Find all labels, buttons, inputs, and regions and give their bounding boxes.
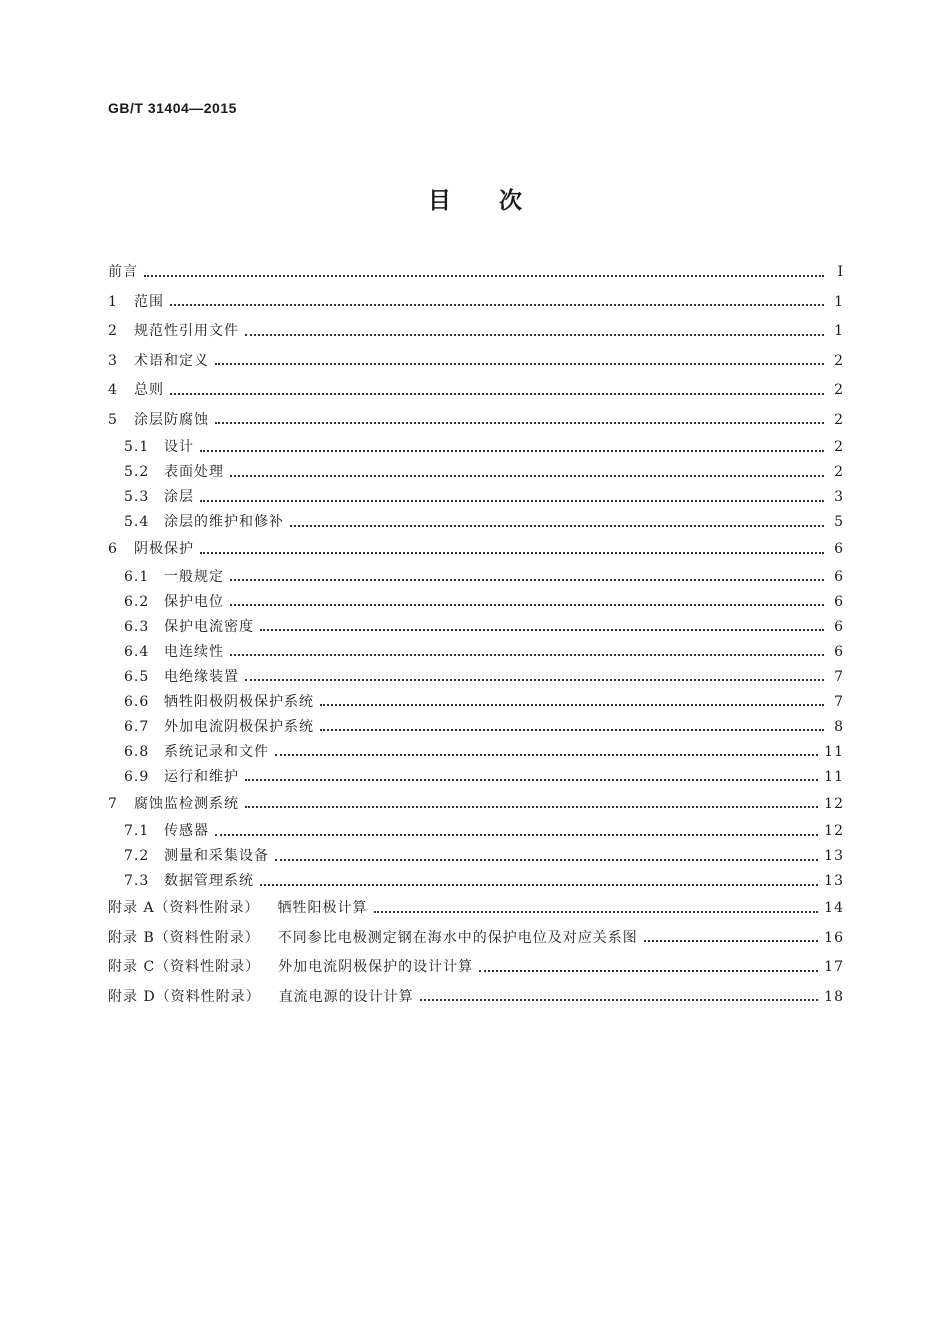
toc-entry-title: 设计 [164,439,194,455]
dot-leader [200,500,824,502]
toc-page-number: 6 [834,643,844,660]
toc-entry-title: 牺牲阳极计算 [277,900,368,916]
toc-entry-number: 6.1 [124,568,150,585]
toc-entry-number: 6.8 [124,743,150,760]
toc-entry-number: 4 [108,382,118,398]
dot-leader [230,604,824,606]
toc-page-number: 11 [824,768,844,785]
toc-page-number: 12 [824,795,844,812]
toc-page-number: 16 [824,929,844,946]
toc-entry-title: 表面处理 [164,464,224,480]
toc-entry-number: 6 [108,541,118,557]
toc-entry[interactable] [108,510,844,535]
table-of-contents [108,258,844,1012]
toc-page-number: 3 [834,489,844,505]
toc-entry-number: 3 [108,352,118,369]
dot-leader [275,754,818,756]
toc-entry[interactable] [108,640,844,665]
toc-entry[interactable] [108,376,844,406]
toc-entry[interactable] [108,819,844,844]
toc-page-number: 6 [834,541,844,557]
dot-leader [644,940,818,942]
toc-entry[interactable] [108,894,844,924]
toc-entry-title: 测量和采集设备 [164,848,269,864]
toc-entry-number: 7.3 [124,873,150,889]
toc-entry-title: 外加电流阴极保护系统 [164,718,314,735]
dot-leader [144,275,824,277]
dot-leader [374,911,819,913]
dot-leader [215,834,818,836]
dot-leader [230,475,824,477]
toc-page-number: 14 [824,900,844,916]
dot-leader [170,304,824,306]
toc-entry-number: 6.6 [124,693,150,710]
toc-page-number: 8 [834,718,844,735]
toc-entry-title: 涂层防腐蚀 [134,411,209,428]
page-title: 目 次 [427,188,522,214]
toc-entry-number: 5 [108,411,118,428]
toc-entry-title: 一般规定 [164,568,224,585]
toc-entry-title: 直流电源的设计计算 [278,988,414,1005]
toc-entry-number: 6.3 [124,618,150,635]
toc-entry-number: 7.2 [124,848,150,864]
toc-entry-title: 术语和定义 [134,352,209,369]
toc-entry[interactable] [108,435,844,460]
toc-entry[interactable] [108,665,844,690]
toc-entry-number: 6.5 [124,668,150,685]
toc-entry-title: 电绝缘装置 [164,668,239,685]
toc-page-number: 13 [824,873,844,889]
toc-entry-title: 规范性引用文件 [134,323,239,339]
dot-leader [320,729,824,731]
toc-entry-number: 5.4 [124,514,150,530]
toc-page-number: 2 [834,411,844,428]
toc-page-number: 12 [824,823,844,839]
dot-leader [215,363,824,365]
toc-entry-number: 1 [108,293,118,310]
dot-leader [290,525,824,527]
toc-entry[interactable] [108,844,844,869]
dot-leader [420,999,818,1001]
toc-entry[interactable] [108,485,844,510]
toc-entry-number: 6.7 [124,718,150,735]
dot-leader [215,422,824,424]
toc-entry-title: 运行和维护 [164,768,239,785]
toc-entry-title: 涂层的维护和修补 [164,514,284,530]
toc-page-number: 18 [824,988,844,1005]
toc-entry[interactable] [108,317,844,347]
toc-entry[interactable] [108,615,844,640]
dot-leader [200,552,824,554]
toc-entry[interactable] [108,983,844,1013]
toc-page-number: 7 [834,668,844,685]
dot-leader [245,779,818,781]
toc-entry-number: 5.2 [124,464,150,480]
toc-entry-title: 传感器 [164,823,209,839]
toc-page-number: 17 [824,959,844,975]
toc-entry-title: 不同参比电极测定钢在海水中的保护电位及对应关系图 [277,929,638,946]
toc-page-number: 2 [834,352,844,369]
toc-entry-title: 电连续性 [164,643,224,660]
toc-page-number: 2 [834,464,844,480]
toc-page-number: 1 [834,323,844,339]
dot-leader [245,679,824,681]
toc-entry[interactable] [108,790,844,820]
dot-leader [170,393,824,395]
dot-leader [200,450,824,452]
toc-appendix-label: 附录 C（资料性附录） [108,959,261,975]
toc-entry[interactable] [108,869,844,894]
dot-leader [245,334,824,336]
toc-entry[interactable] [108,258,844,288]
toc-page-number: 6 [834,593,844,610]
toc-entry[interactable] [108,460,844,485]
toc-entry-title: 系统记录和文件 [164,743,269,760]
toc-entry-title: 数据管理系统 [164,873,254,889]
toc-entry-title: 外加电流阴极保护的设计计算 [278,959,474,975]
dot-leader [230,654,824,656]
toc-entry[interactable] [108,565,844,590]
toc-page-number: 11 [824,743,844,760]
toc-entry[interactable] [108,765,844,790]
toc-page-number: Ⅰ [837,264,844,280]
toc-entry-number: 7.1 [124,823,150,839]
toc-entry[interactable] [108,690,844,715]
toc-entry-number: 6.2 [124,593,150,610]
dot-leader [260,629,824,631]
toc-entry-title: 范围 [134,293,164,310]
dot-leader [275,859,818,861]
toc-entry-title: 保护电位 [164,593,224,610]
toc-page-number: 5 [834,514,844,530]
toc-page-number: 2 [834,439,844,455]
toc-entry-number: 5.3 [124,489,150,505]
dot-leader [245,806,818,808]
dot-leader [230,579,824,581]
toc-entry-title: 阴极保护 [134,541,194,557]
toc-page-number: 6 [834,618,844,635]
toc-entry[interactable] [108,347,844,377]
toc-entry-title: 腐蚀监检测系统 [134,795,239,812]
toc-page-number: 7 [834,693,844,710]
toc-page-number: 1 [834,293,844,310]
toc-page-number: 6 [834,568,844,585]
dot-leader [320,704,824,706]
toc-page-number: 13 [824,848,844,864]
toc-entry-title: 前言 [108,264,138,280]
toc-entry-number: 2 [108,323,118,339]
toc-entry[interactable] [108,953,844,983]
toc-entry-title: 牺牲阳极阴极保护系统 [164,693,314,710]
dot-leader [479,970,818,972]
toc-entry[interactable] [108,406,844,436]
toc-entry[interactable] [108,288,844,318]
toc-entry-number: 5.1 [124,439,150,455]
toc-entry[interactable] [108,715,844,740]
toc-entry-number: 6.9 [124,768,150,785]
toc-entry-number: 6.4 [124,643,150,660]
toc-entry[interactable] [108,535,844,565]
toc-entry[interactable] [108,924,844,954]
toc-entry-title: 保护电流密度 [164,618,254,635]
toc-entry[interactable] [108,590,844,615]
toc-entry-number: 7 [108,795,118,812]
toc-appendix-label: 附录 D（资料性附录） [108,988,261,1005]
dot-leader [260,884,818,886]
toc-page-number: 2 [834,382,844,398]
toc-entry[interactable] [108,740,844,765]
standard-code: GB/T 31404—2015 [108,100,237,116]
toc-entry-title: 总则 [134,382,164,398]
toc-entry-title: 涂层 [164,489,194,505]
toc-appendix-label: 附录 B（资料性附录） [108,929,260,946]
toc-appendix-label: 附录 A（资料性附录） [108,900,260,916]
